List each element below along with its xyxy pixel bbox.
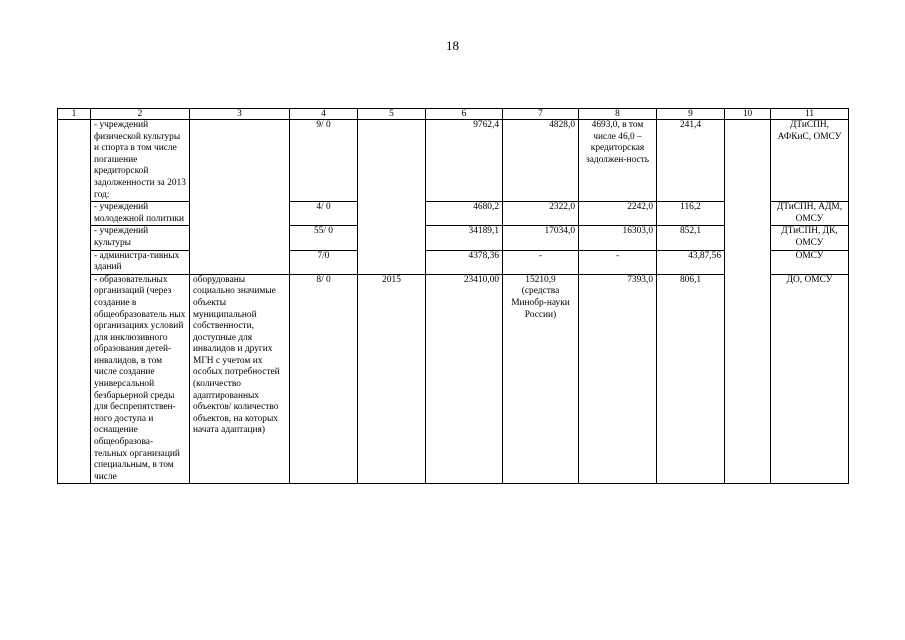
federal-cell: 2322,0 [503, 202, 579, 226]
item-name-cell: - учреждений физической культуры и спорта в том числе погашение кредиторской задолженности за 2013 год: [91, 120, 190, 202]
federal-cell: 4828,0 [503, 120, 579, 202]
item-name-cell: - администра-тивных зданий [91, 250, 190, 274]
federal-cell: - [503, 250, 579, 274]
executor-cell: ДО, ОМСУ [771, 274, 849, 484]
page-number: 18 [446, 38, 459, 53]
column-header: 5 [358, 109, 426, 120]
objects-count-cell: 7/0 [290, 250, 358, 274]
regional-cell: 2242,0 [579, 202, 657, 226]
regional-cell: 16303,0 [579, 226, 657, 250]
regional-cell: - [579, 250, 657, 274]
total-cell: 4378,36 [426, 250, 503, 274]
column-10-cell [725, 120, 771, 484]
column-header: 1 [58, 109, 91, 120]
total-cell: 9762,4 [426, 120, 503, 202]
local-cell: 241,4 [657, 120, 725, 202]
column-header: 2 [91, 109, 190, 120]
column-header: 9 [657, 109, 725, 120]
column-header: 4 [290, 109, 358, 120]
column-header: 6 [426, 109, 503, 120]
row-number-cell [58, 120, 91, 484]
executor-cell: ОМСУ [771, 250, 849, 274]
objects-count-cell: 55/ 0 [290, 226, 358, 250]
item-name-cell: - учреждений культуры [91, 226, 190, 250]
column-header: 11 [771, 109, 849, 120]
column-header: 3 [190, 109, 290, 120]
budget-table [57, 108, 849, 484]
year-cell [358, 120, 426, 275]
year-cell: 2015 [358, 274, 426, 484]
regional-cell: 7393,0 [579, 274, 657, 484]
total-cell: 4680,2 [426, 202, 503, 226]
column-header: 10 [725, 109, 771, 120]
executor-cell: ДТиСПН, АФКиС, ОМСУ [771, 120, 849, 202]
column-number-row [58, 109, 849, 120]
item-name-cell: - образовательных организаций (через создание в общеобразователь ных организациях условий для инклюзивного образования детей-инвалидов, в том числе создание универсальной безбарьерной среды для беспрепятствен-ного доступа и оснащение общеобразова-тельных организаций специальным, в том числе [91, 274, 190, 484]
total-cell: 23410,00 [426, 274, 503, 484]
total-cell: 34189,1 [426, 226, 503, 250]
local-cell: 852,1 [657, 226, 725, 250]
executor-cell: ДТиСПН, АДМ, ОМСУ [771, 202, 849, 226]
regional-cell: 4693,0, в том числе 46,0 – кредиторская задолжен-ность [579, 120, 657, 202]
objects-count-cell: 8/ 0 [290, 274, 358, 484]
column-header: 8 [579, 109, 657, 120]
local-cell: 116,2 [657, 202, 725, 226]
local-cell: 806,1 [657, 274, 725, 484]
indicator-cell [190, 120, 290, 275]
local-cell: 43,87,56 [657, 250, 725, 274]
indicator-cell: оборудованы социально значимые объекты муниципальной собственности, доступные для инвалидов и других МГН с учетом их особых потребностей (количество адаптированных объектов/ количество объектов, на которых начата адаптация) [190, 274, 290, 484]
item-name-cell: - учреждений молодежной политики [91, 202, 190, 226]
table-row [58, 120, 849, 202]
federal-cell: 17034,0 [503, 226, 579, 250]
column-header: 7 [503, 109, 579, 120]
objects-count-cell: 4/ 0 [290, 202, 358, 226]
executor-cell: ДТиСПН, ДК, ОМСУ [771, 226, 849, 250]
objects-count-cell: 9/ 0 [290, 120, 358, 202]
federal-cell: 15210,9 (средства Минобр-науки России) [503, 274, 579, 484]
